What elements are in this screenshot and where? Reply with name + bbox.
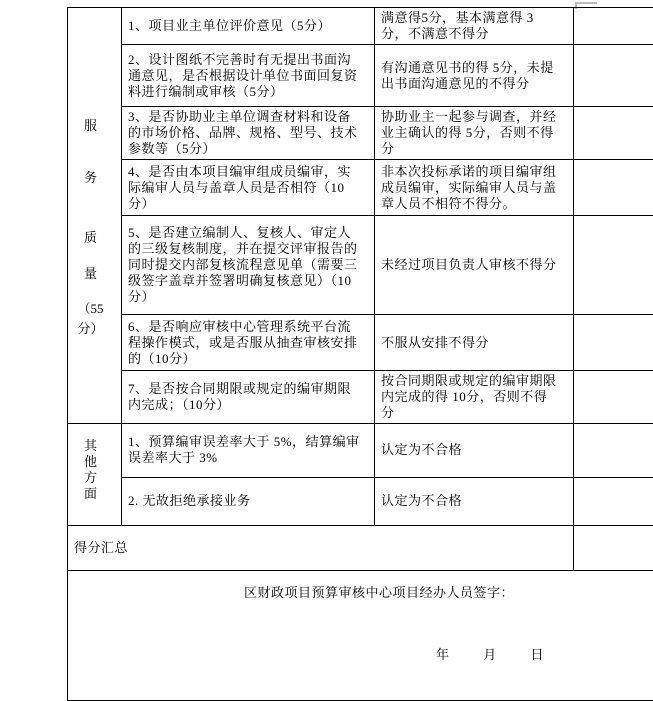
criteria-cell-other-2: 2. 无故拒绝承接业务	[122, 477, 375, 525]
criteria-cell-other-1: 1、预算编审误差率大于 5%，结算编审误差率大于 3%	[122, 424, 375, 478]
scoring-rule-cell-5: 未经过项目负责人审核不得分	[375, 216, 574, 315]
score-summary-cell[interactable]	[574, 526, 653, 571]
score-cell-other-1[interactable]	[574, 424, 653, 478]
criteria-cell-1: 1、项目业主单位评价意见（5分）	[122, 8, 375, 45]
category-label-char: 质	[74, 230, 107, 246]
date-month-label: 月	[483, 647, 497, 663]
signature-label: 区财政项目预算审核中心项目经办人员签字：	[244, 585, 514, 601]
category-label-char: 服	[74, 118, 107, 134]
criteria-cell-6: 6、是否响应审核中心管理系统平台流程操作模式，或是否服从抽查审核安排的（10分）	[122, 315, 375, 371]
category-service-quality-label	[74, 14, 107, 418]
score-cell-2[interactable]	[574, 45, 653, 107]
category-other-aspects	[68, 424, 122, 526]
scoring-rule-cell-other-2: 认定为不合格	[375, 477, 574, 525]
category-label-char: 量	[74, 266, 107, 282]
category-label-char: 方	[74, 470, 107, 486]
score-cell-5[interactable]	[574, 216, 653, 315]
score-cell-4[interactable]	[574, 160, 653, 216]
scoring-rule-cell-6: 不服从安排不得分	[375, 315, 574, 371]
date-day-label: 日	[531, 647, 545, 663]
score-cell-6[interactable]	[574, 315, 653, 371]
category-label-char: 分）	[74, 321, 107, 337]
score-summary-label: 得分汇总	[68, 526, 574, 571]
signature-section	[68, 571, 653, 701]
scoring-rule-cell-7: 按合同期限或规定的编审期限内完成的得 10分，否则不得分	[375, 371, 574, 424]
scoring-rule-cell-3: 协助业主一起参与调查，并经业主确认的得 5分，否则不得分	[375, 107, 574, 160]
category-service-quality	[68, 8, 122, 424]
evaluation-table	[67, 7, 653, 701]
criteria-cell-4: 4、是否由本项目编审组成员编审，实际编审人员与盖章人员是否相符（10分）	[122, 160, 375, 216]
date-year-label: 年	[436, 647, 450, 663]
page-edge-artifact	[575, 2, 597, 4]
category-label-char: 面	[74, 486, 107, 502]
category-label-char: 务	[74, 170, 107, 186]
category-label-char: 其	[74, 438, 107, 454]
criteria-cell-2: 2、设计图纸不完善时有无提出书面沟通意见，是否根据设计单位书面回复资料进行编制或审核（5分）	[122, 45, 375, 107]
category-other-aspects-label	[74, 426, 107, 523]
score-cell-1[interactable]	[574, 8, 653, 45]
score-cell-3[interactable]	[574, 107, 653, 160]
scoring-rule-cell-other-1: 认定为不合格	[375, 424, 574, 478]
criteria-cell-5: 5、是否建立编制人、复核人、审定人的三级复核制度，并在提交评审报告的同时提交内部复核流程意见单（需要三级签字盖章并签署明确复核意见）（10分）	[122, 216, 375, 315]
criteria-cell-7: 7、是否按合同期限或规定的编审期限内完成；（10分）	[122, 371, 375, 424]
criteria-cell-3: 3、是否协助业主单位调查材料和设备的市场价格、品牌、规格、型号、技术参数等（5分）	[122, 107, 375, 160]
category-label-char: （55	[74, 301, 107, 317]
score-cell-7[interactable]	[574, 371, 653, 424]
scoring-rule-cell-2: 有沟通意见书的得 5分，未提出书面沟通意见的不得分	[375, 45, 574, 107]
category-label-char: 他	[74, 454, 107, 470]
score-cell-other-2[interactable]	[574, 477, 653, 525]
scoring-rule-cell-4: 非本次投标承诺的项目编审组成员编审，实际编审人员与盖章人员不相符不得分。	[375, 160, 574, 216]
scoring-rule-cell-1: 满意得5分，基本满意得 3分，不满意不得分	[375, 8, 574, 45]
date-line	[436, 647, 544, 663]
